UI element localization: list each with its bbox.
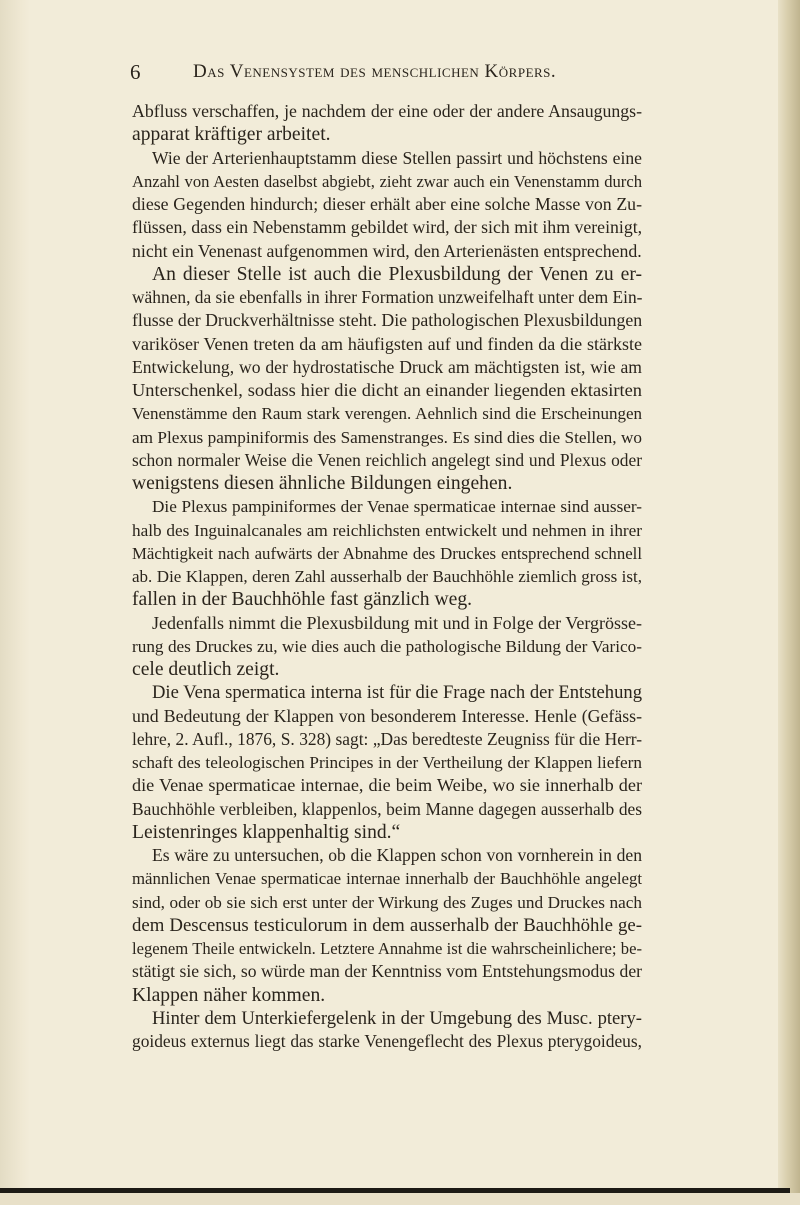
text-line: An dieser Stelle ist auch die Plexusbildung der Venen zu er- xyxy=(152,263,642,285)
text-line: Entwickelung, wo der hydrostatische Druck am mächtigsten ist, wie am xyxy=(132,356,642,377)
text-line: diese Gegenden hindurch; dieser erhält aber eine solche Masse von Zu- xyxy=(132,194,642,214)
text-line: stätigt sie sich, so würde man der Kenntniss vom Entstehungsmodus der xyxy=(132,961,642,982)
text-line: Abfluss verschaffen, je nachdem der eine oder der andere Ansaugungs- xyxy=(132,101,642,121)
body-text xyxy=(132,100,642,1053)
text-line: flusse der Druckverhältnisse steht. Die pathologischen Plexusbildungen xyxy=(132,310,643,331)
text-line: fallen in der Bauchhöhle fast gänzlich weg. xyxy=(132,589,473,611)
text-line: variköser Venen treten da am häufigsten auf und finden da die stärkste xyxy=(132,333,642,354)
text-line: flüssen, dass ein Nebenstamm gebildet wird, der sich mit ihm vereinigt, xyxy=(132,217,643,238)
text-line: apparat kräftiger arbeitet. xyxy=(132,124,331,146)
text-line: schaft des teleologischen Principes in der Vertheilung der Klappen liefern xyxy=(132,753,642,772)
text-line: halb des Inguinalcanales am reichlichsten entwickelt und nehmen in ihrer xyxy=(132,520,642,540)
text-line: lehre, 2. Aufl., 1876, S. 328) sagt: „Das beredteste Zeugniss für die Herr- xyxy=(132,728,642,749)
text-line: Anzahl von Aesten daselbst abgiebt, zieht zwar auch ein Venenstamm durch xyxy=(132,171,642,191)
text-line: Klappen näher kommen. xyxy=(132,984,326,1006)
text-line: goideus externus liegt das starke Venengeflecht des Plexus pterygoideus, xyxy=(132,1031,642,1051)
text-line: cele deutlich zeigt. xyxy=(132,659,280,680)
text-line: legenem Theile entwickeln. Letztere Annahme ist die wahrscheinlichere; be- xyxy=(132,939,642,958)
text-line: Leistenringes klappenhaltig sind.“ xyxy=(132,821,401,843)
text-line: Die Plexus pampiniformes der Venae spermaticae internae sind ausser- xyxy=(152,497,642,517)
page-right-edge xyxy=(778,0,800,1205)
text-line: rung des Druckes zu, wie dies auch die pathologische Bildung der Varico- xyxy=(132,636,642,656)
text-line: Unterschenkel, sodass hier die dicht an einander liegenden ektasirten xyxy=(132,380,642,400)
text-line: Wie der Arterienhauptstamm diese Stellen passirt und höchstens eine xyxy=(152,147,642,168)
text-line: Es wäre zu untersuchen, ob die Klappen schon von vornherein in den xyxy=(152,845,642,865)
text-line: ab. Die Klappen, deren Zahl ausserhalb der Bauchhöhle ziemlich gross ist, xyxy=(132,567,642,586)
text-line: wenigstens diesen ähnliche Bildungen eingehen. xyxy=(132,473,513,494)
text-line: Bauchhöhle verbleiben, klappenlos, beim Manne dagegen ausserhalb des xyxy=(132,798,642,819)
page-number: 6 xyxy=(130,60,141,84)
text-line: Die Vena spermatica interna ist für die Frage nach der Entstehung xyxy=(152,682,642,704)
page-header xyxy=(130,60,640,88)
text-line: am Plexus pampiniformis des Samenstranges. Es sind dies die Stellen, wo xyxy=(132,427,642,447)
text-line: dem Descensus testiculorum in dem ausserhalb der Bauchhöhle ge- xyxy=(132,914,642,936)
text-line: wähnen, da sie ebenfalls in ihrer Formation unzweifelhaft unter dem Ein- xyxy=(132,287,643,307)
page-bottom-margin xyxy=(0,1193,800,1205)
text-line: sind, oder ob sie sich erst unter der Wirkung des Zuges und Druckes nach xyxy=(132,892,642,912)
text-line: Hinter dem Unterkiefergelenk in der Umgebung des Musc. ptery- xyxy=(152,1007,642,1029)
text-line: Mächtigkeit nach aufwärts der Abnahme des Druckes entsprechend schnell xyxy=(132,543,642,563)
text-line: männlichen Venae spermaticae internae innerhalb der Bauchhöhle angelegt xyxy=(132,869,642,889)
text-line: Jedenfalls nimmt die Plexusbildung mit und in Folge der Vergrösse- xyxy=(152,612,642,633)
text-line: nicht ein Venenast aufgenommen wird, den Arterienästen entsprechend. xyxy=(132,240,642,261)
running-title: Das Venensystem des menschlichen Körpers. xyxy=(193,61,557,82)
text-line: die Venae spermaticae internae, die beim Weibe, wo sie innerhalb der xyxy=(132,775,642,796)
text-line: Venenstämme den Raum stark verengen. Aehnlich sind die Erscheinungen xyxy=(132,404,642,424)
page-gutter-shadow xyxy=(0,0,30,1205)
text-line: schon normaler Weise die Venen reichlich angelegt sind und Plexus oder xyxy=(132,449,642,470)
text-line: und Bedeutung der Klappen von besonderem Interesse. Henle (Gefäss- xyxy=(132,705,642,726)
